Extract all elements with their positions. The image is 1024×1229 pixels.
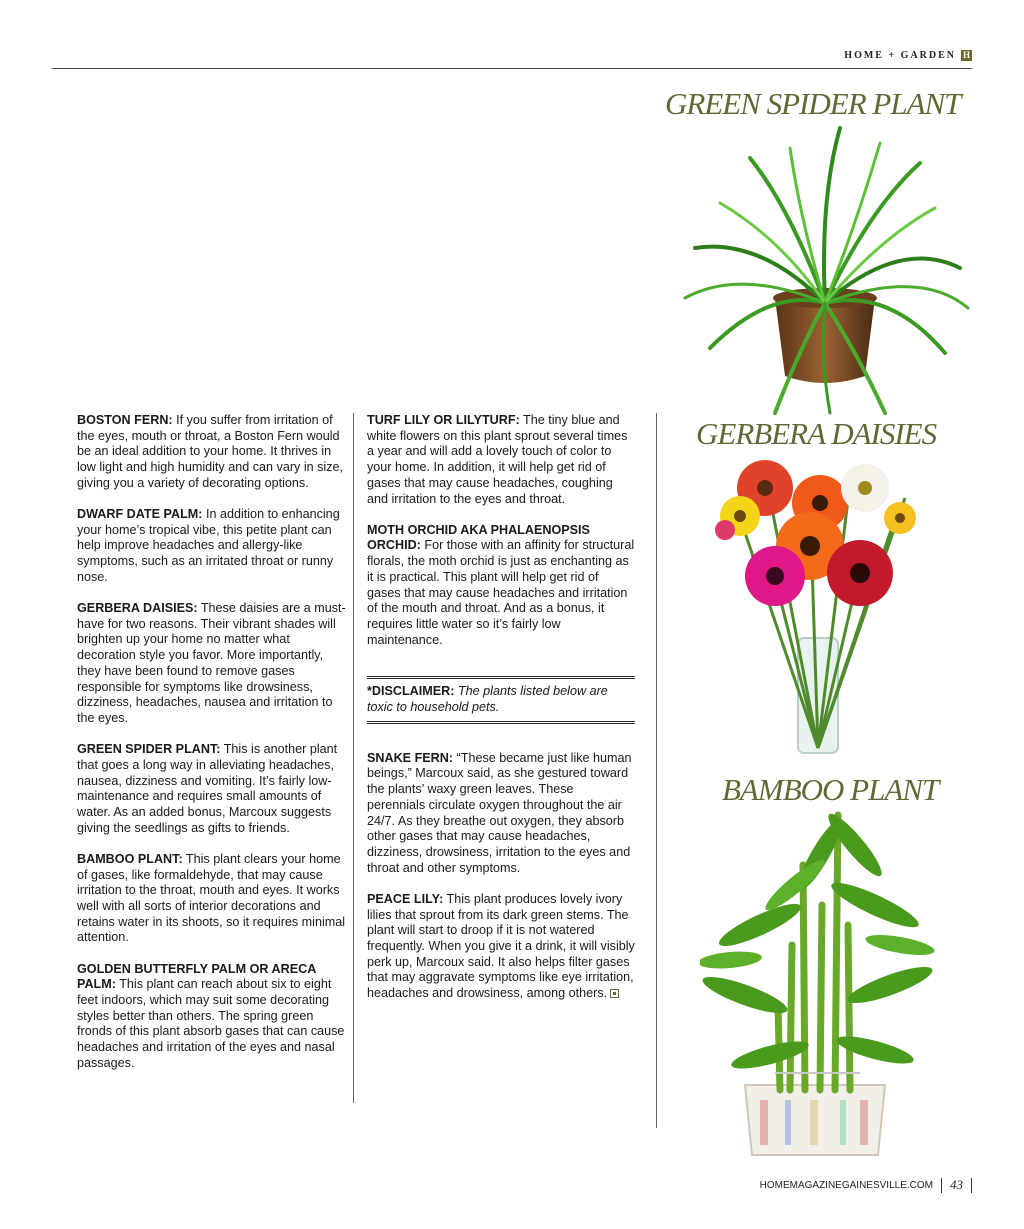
page-number: 43 — [950, 1177, 963, 1192]
footer-divider-end — [971, 1178, 972, 1193]
footer-website: HOMEMAGAZINEGAINESVILLE.COM — [759, 1179, 933, 1191]
entry-boston-fern: BOSTON FERN: If you suffer from irritation of the eyes, mouth or throat, a Boston Fern would be an ideal addition to your home. It thrives in low light and high humidity and can vary in size, giving you a variety of decorating options. — [77, 413, 344, 490]
column-divider-right — [656, 413, 657, 1128]
title-bamboo-plant: BAMBOO PLANT — [722, 772, 939, 807]
gerbera-daisies-illustration — [710, 458, 930, 758]
column-divider — [353, 413, 354, 1103]
entry-green-spider-plant: GREEN SPIDER PLANT: This is another plant that goes a long way in alleviating headaches, nausea, dizziness and vomiting. It’s fairly low-maintenance and requires small amounts of water. As an added bonus, Marcoux suggests giving the seedlings as gifts to friends. — [77, 742, 338, 835]
end-mark-icon — [610, 989, 619, 998]
entry-moth-orchid: MOTH ORCHID AKA PHALAENOPSIS ORCHID: For those with an affinity for structural florals, the moth orchid is just as enchanting as it is practical. This plant will help get rid of gases that may cause headaches and irritation of the mouth and throat. And as a bonus, it requires little water so it’s fairly low maintenance. — [367, 522, 635, 647]
page-footer — [760, 1177, 972, 1193]
section-tag — [844, 50, 972, 61]
title-gerbera-daisies: GERBERA DAISIES — [696, 416, 937, 451]
entry-gerbera-daisies: GERBERA DAISIES: These daisies are a must-have for two reasons. Their vibrant shades will brighten up your home no matter what decoration style you favor. More importantly, they have been found to remove gases responsible for symptoms like drowsiness, dizziness, headaches, nausea and irritation to the eyes. — [77, 601, 346, 725]
disclaimer-label: *DISCLAIMER: — [367, 684, 455, 699]
title-green-spider-plant: GREEN SPIDER PLANT — [665, 86, 961, 121]
entry-peace-lily: PEACE LILY: This plant produces lovely ivory lilies that sprout from its dark green stems. The plant will start to droop if it is not watered frequently. When you give it a drink, it will visibly perk up, Marcoux said. It also helps filter gases that may aggravate symptoms like eye irritation, headaches and drowsiness, among others. — [367, 891, 635, 1001]
footer-divider — [941, 1178, 942, 1193]
disclaimer-box — [367, 676, 635, 723]
section-label: HOME + GARDEN — [844, 50, 956, 61]
entry-areca-palm: GOLDEN BUTTERFLY PALM OR ARECA PALM: This plant can reach about six to eight feet indoors, which may suit some decorating styles better than others. The spring green fronds of this plant absorb gases that can cause headaches and irritation of the eyes and nasal passages. — [77, 961, 345, 1070]
column-left — [77, 413, 347, 1087]
magazine-logo-icon: H — [962, 50, 970, 60]
disclaimer-text: The plants listed below are toxic to household pets. — [367, 684, 608, 715]
header-rule — [52, 68, 972, 69]
bamboo-plant-illustration — [700, 805, 940, 1160]
column-middle — [367, 413, 635, 1017]
entry-bamboo-plant: BAMBOO PLANT: This plant clears your home of gases, like formaldehyde, that may cause irritation to the throat, mouth and eyes. It works well with all sorts of interior decorations and retains water in its shoots, so it requires minimal attention. — [77, 851, 346, 945]
entry-snake-fern: SNAKE FERN: “These became just like human beings,” Marcoux said, as she gestured toward the plants’ waxy green leaves. These perennials circulate oxygen throughout the air 24/7. As they breathe out oxygen, they absorb other gases that may cause headaches, dizziness, drowsiness, irritation to the eyes and throat and other symptoms. — [367, 750, 632, 875]
entry-dwarf-date-palm: DWARF DATE PALM: In addition to enhancing your home’s tropical vibe, this petite plant can help improve headaches and allergy-like symptoms, such as an irritated throat or runny nose. — [77, 507, 340, 584]
spider-plant-illustration — [680, 118, 970, 418]
entry-turf-lily: TURF LILY OR LILYTURF: The tiny blue and white flowers on this plant sprout several times a year and will add a lovely touch of color to your home. In addition, it will help get rid of gases that may cause headaches, coughing and irritation to the eyes and throat. — [367, 413, 628, 506]
